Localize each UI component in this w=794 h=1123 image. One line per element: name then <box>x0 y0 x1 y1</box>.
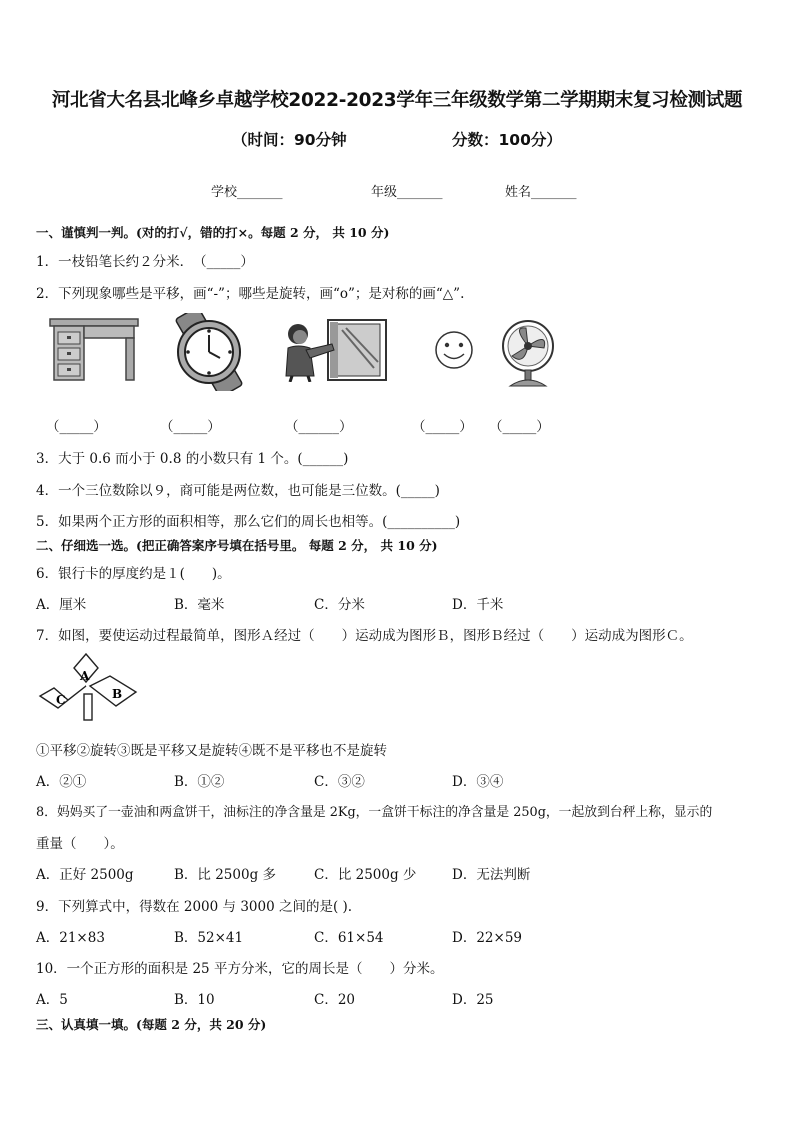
question-10: 10．一个正方形的面积是 25 平方分米，它的周长是（ ）分米。 <box>36 961 444 977</box>
q10-option-b[interactable]: B．10 <box>174 992 215 1008</box>
q10-option-a[interactable]: A．5 <box>36 992 68 1008</box>
exam-score: 分数：100分） <box>452 131 562 149</box>
shape-b-label: B <box>112 687 123 701</box>
grade-field: 年级_______ <box>371 185 443 200</box>
question-8-line2: 重量（ ）。 <box>36 836 124 852</box>
q6-option-a[interactable]: A．厘米 <box>36 597 87 613</box>
shape-c-label: C <box>56 693 66 707</box>
q2-blank-1[interactable]: （_____） <box>46 419 107 435</box>
exam-time: （时间：90分钟 <box>232 131 347 149</box>
question-5: 5．如果两个正方形的面积相等，那么它们的周长也相等。(__________) <box>36 514 461 530</box>
section2-heading: 二、仔细选一选。(把正确答案序号填在括号里。 每题 2 分， 共 10 分) <box>36 538 438 553</box>
q9-option-b[interactable]: B．52×41 <box>174 930 244 946</box>
q2-blank-4[interactable]: （_____） <box>412 419 473 435</box>
question-1: 1．一枝铅笔长约２分米． （_____） <box>36 254 254 270</box>
question-7: 7．如图，要使运动过程最简单，图形Ａ经过（ ）运动成为图形Ｂ，图形Ｂ经过（ ）运动成为图形Ｃ。 <box>36 628 693 644</box>
shape-a-label: A <box>80 669 90 683</box>
question-4: 4．一个三位数除以９，商可能是两位数，也可能是三位数。(_____) <box>36 483 440 499</box>
q6-option-d[interactable]: D．千米 <box>452 597 504 613</box>
question-3: 3．大于 0.6 而小于 0.8 的小数只有 1 个。(______) <box>36 451 349 467</box>
q10-option-d[interactable]: D．25 <box>452 992 494 1008</box>
question-8-line1: 8．妈妈买了一壶油和两盒饼干，油标注的净含量是 2Kg，一盒饼干标注的净含量是 250g，一起放到台秤上称，显示的 <box>36 805 713 820</box>
page-title: 河北省大名县北峰乡卓越学校2022-2023学年三年级数学第二学期期末复习检测试题 <box>51 90 743 111</box>
school-field: 学校_______ <box>211 185 283 200</box>
question-6: 6．银行卡的厚度约是１( )。 <box>36 566 231 582</box>
q2-blank-2[interactable]: （_____） <box>160 419 221 435</box>
section1-heading: 一、谨慎判一判。(对的打√，错的打×。每题 2 分， 共 10 分) <box>36 225 390 240</box>
smiley-face-image <box>432 330 476 370</box>
q9-option-a[interactable]: A．21×83 <box>36 930 105 946</box>
question-2: 2．下列现象哪些是平移，画“-”；哪些是旋转，画“o”；是对称的画“△”. <box>36 286 465 302</box>
shapes-abc-figure <box>38 652 142 724</box>
q9-option-d[interactable]: D．22×59 <box>452 930 522 946</box>
q6-option-b[interactable]: B．毫米 <box>174 597 225 613</box>
watch-image <box>158 313 260 391</box>
q7-option-c[interactable]: C．③② <box>314 774 365 790</box>
q6-option-c[interactable]: C．分米 <box>314 597 365 613</box>
q10-option-c[interactable]: C．20 <box>314 992 356 1008</box>
desk-image <box>48 316 140 382</box>
q8-option-c[interactable]: C．比 2500g 少 <box>314 867 417 883</box>
electric-fan-image <box>500 318 560 388</box>
q7-option-b[interactable]: B．①② <box>174 774 225 790</box>
q7-choices-list: ①平移②旋转③既是平移又是旋转④既不是平移也不是旋转 <box>36 743 387 759</box>
name-field: 姓名_______ <box>505 185 577 200</box>
q8-option-d[interactable]: D．无法判断 <box>452 867 531 883</box>
section3-heading: 三、认真填一填。(每题 2 分，共 20 分) <box>36 1017 267 1032</box>
question-9: 9．下列算式中，得数在 2000 与 3000 之间的是( ). <box>36 899 353 915</box>
sliding-window-image <box>282 318 388 382</box>
q8-option-b[interactable]: B．比 2500g 多 <box>174 867 277 883</box>
q2-blank-3[interactable]: （______） <box>285 419 353 435</box>
q9-option-c[interactable]: C．61×54 <box>314 930 384 946</box>
q8-option-a[interactable]: A．正好 2500g <box>36 867 134 883</box>
q7-option-a[interactable]: A．②① <box>36 774 87 790</box>
q7-option-d[interactable]: D．③④ <box>452 774 504 790</box>
q2-blank-5[interactable]: （_____） <box>489 419 550 435</box>
